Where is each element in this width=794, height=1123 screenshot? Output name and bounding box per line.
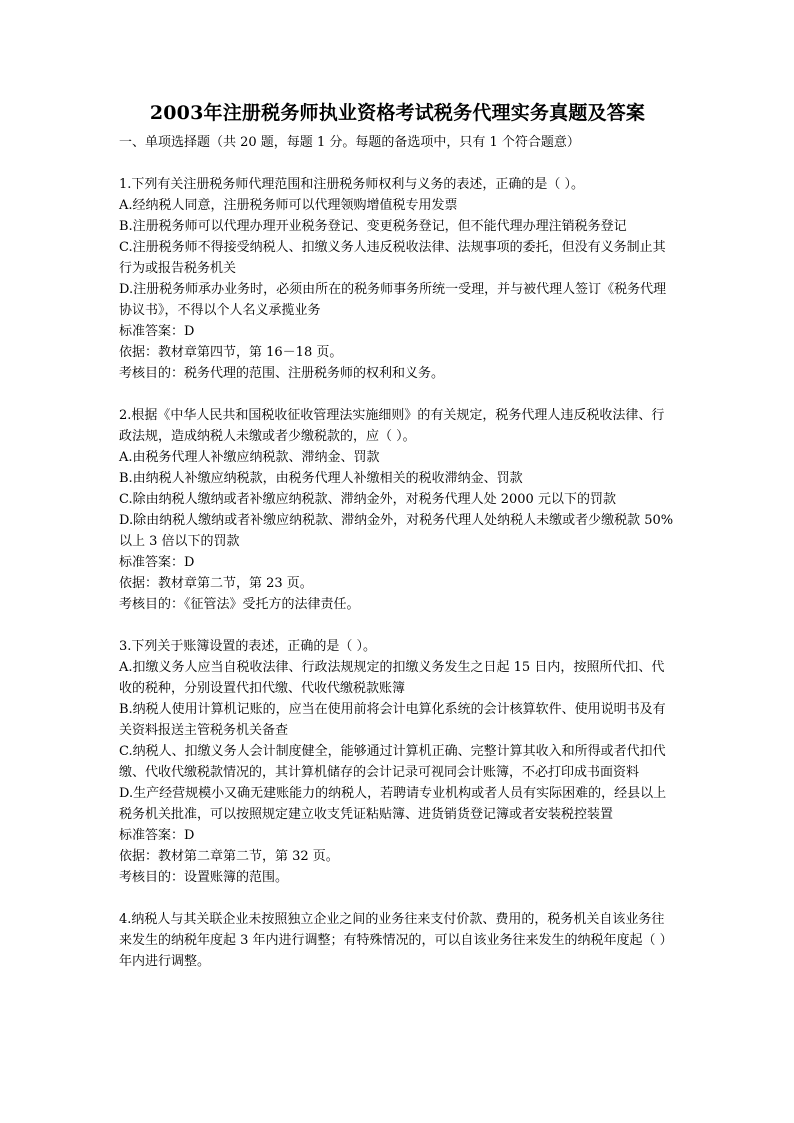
question-stem: 3.下列关于账簿设置的表述，正确的是（ ）。	[119, 639, 377, 654]
exam-purpose: 考核目的：设置账簿的范围。	[119, 870, 289, 885]
answer-basis: 依据：教材第二章第二节，第 32 页。	[119, 849, 339, 864]
option-b: B.注册税务师可以代理办理开业税务登记、变更税务登记，但不能代理办理注销税务登记	[119, 219, 627, 234]
question-stem: 2.根据《中华人民共和国税收征收管理法实施细则》的有关规定，税务代理人违反税收法律、行政法规，造成纳税人未缴或者少缴税款的，应（ ）。	[119, 408, 665, 444]
document-title: 2003年注册税务师执业资格考试税务代理实务真题及答案	[149, 102, 646, 124]
answer-basis: 依据：教材章第二节，第 23 页。	[119, 576, 313, 591]
question-3	[119, 636, 674, 888]
option-a: A.扣缴义务人应当自税收法律、行政法规规定的扣缴义务发生之日起 15 日内，按照所代扣、代收的税种，分别设置代扣代缴、代收代缴税款账簿	[119, 660, 665, 696]
option-b: B.纳税人使用计算机记账的，应当在使用前将会计电算化系统的会计核算软件、使用说明书及有关资料报送主管税务机关备查	[119, 702, 666, 738]
option-d: D.生产经营规模小又确无建账能力的纳税人，若聘请专业机构或者人员有实际困难的，经县以上税务机关批准，可以按照规定建立收支凭证粘贴簿、进货销货登记簿或者安装税控装置	[119, 786, 667, 822]
standard-answer: 标准答案：D	[119, 828, 195, 843]
standard-answer: 标准答案：D	[119, 555, 195, 570]
option-c: C.纳税人、扣缴义务人会计制度健全，能够通过计算机正确、完整计算其收入和所得或者代扣代缴、代收代缴税款情况的，其计算机储存的会计记录可视同会计账簿，不必打印成书面资料	[119, 744, 666, 780]
option-d: D.注册税务师承办业务时，必须由所在的税务师事务所统一受理，并与被代理人签订《税务代理协议书》，不得以个人名义承揽业务	[119, 282, 667, 318]
option-a: A.经纳税人同意，注册税务师可以代理领购增值税专用发票	[119, 198, 458, 213]
question-2	[119, 405, 674, 615]
standard-answer: 标准答案：D	[119, 324, 195, 339]
option-a: A.由税务代理人补缴应纳税款、滞纳金、罚款	[119, 450, 380, 465]
option-c: C.注册税务师不得接受纳税人、扣缴义务人违反税收法律、法规事项的委托，但没有义务制止其行为或报告税务机关	[119, 240, 666, 276]
question-4	[119, 909, 674, 972]
question-1	[119, 174, 674, 384]
section-heading: 一、单项选择题（共 20 题，每题 1 分。每题的备选项中，只有 1 个符合题意）	[119, 135, 580, 150]
option-b: B.由纳税人补缴应纳税款，由税务代理人补缴相关的税收滞纳金、罚款	[119, 471, 523, 486]
exam-purpose: 考核目的：税务代理的范围、注册税务师的权利和义务。	[119, 366, 445, 381]
option-d: D.除由纳税人缴纳或者补缴应纳税款、滞纳金外，对税务代理人处纳税人未缴或者少缴税款 50%以上 3 倍以下的罚款	[119, 513, 674, 549]
answer-basis: 依据：教材章第四节，第 16－18 页。	[119, 345, 343, 360]
exam-purpose: 考核目的：《征管法》受托方的法律责任。	[119, 597, 360, 612]
question-stem: 4.纳税人与其关联企业未按照独立企业之间的业务往来支付价款、费用的，税务机关自该业务往来发生的纳税年度起 3 年内进行调整；有特殊情况的，可以自该业务往来发生的纳税年度起（ ）年内进行调整。	[119, 912, 673, 969]
question-stem: 1.下列有关注册税务师代理范围和注册税务师权利与义务的表述，正确的是（ ）。	[119, 177, 585, 192]
option-c: C.除由纳税人缴纳或者补缴应纳税款、滞纳金外，对税务代理人处 2000 元以下的罚款	[119, 492, 616, 507]
